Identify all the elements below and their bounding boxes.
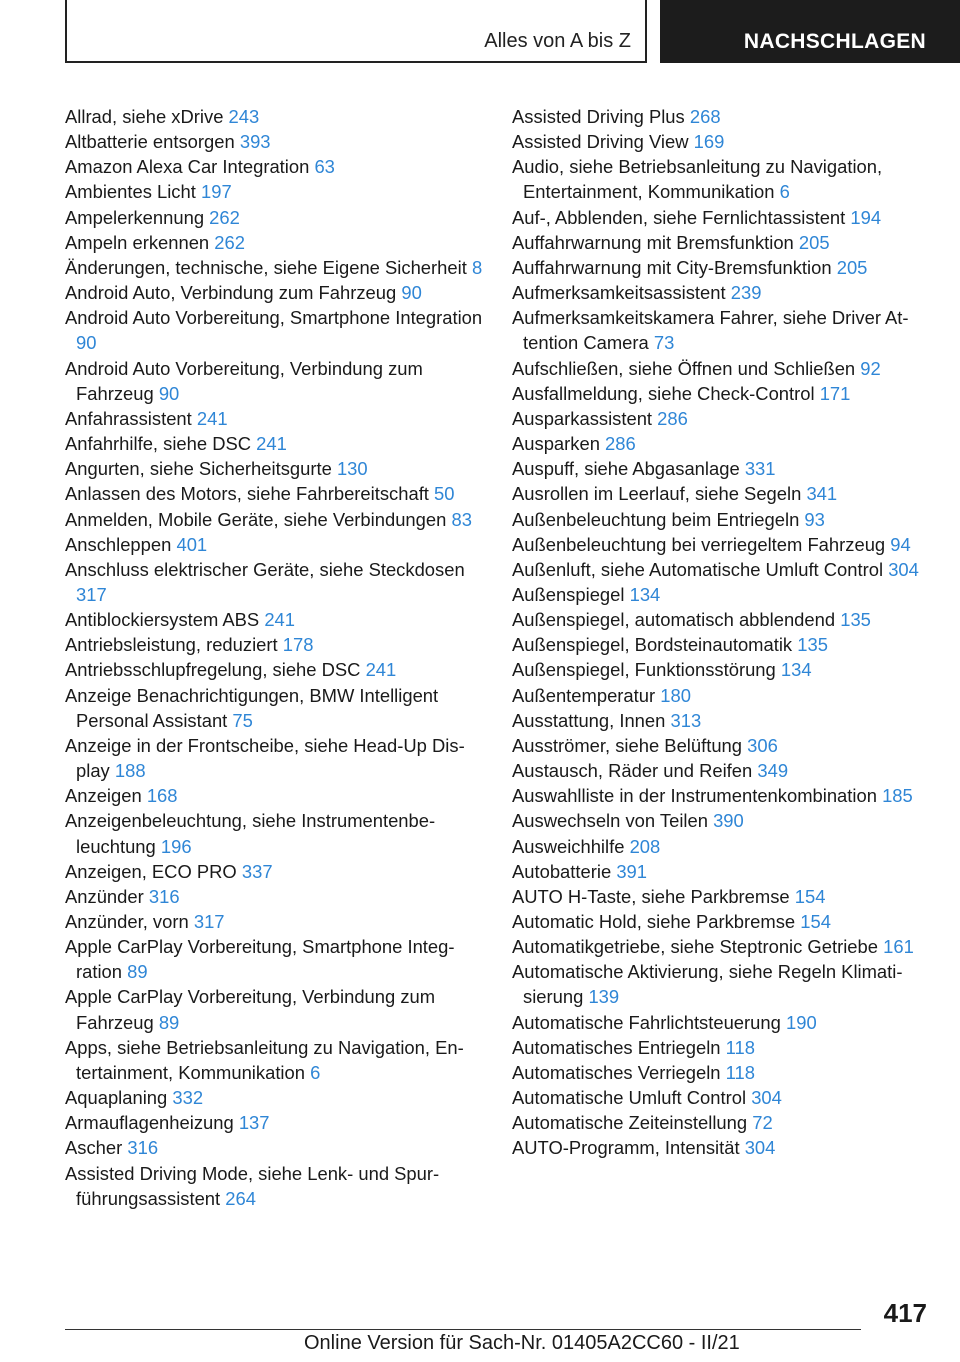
page-reference-link[interactable]: 313 <box>670 709 702 731</box>
page-reference-link[interactable]: 262 <box>214 231 245 253</box>
index-term: Anmelden, Mobile Geräte, siehe Verbindungen <box>65 508 447 530</box>
index-term: Apps, siehe Betriebsanleitung zu Navigation, Entertainment, Kommunikation <box>65 1036 464 1083</box>
index-term: Assisted Driving Plus <box>512 106 685 127</box>
header-chapter-box <box>660 0 960 63</box>
index-term: Apple CarPlay Vorbereitung, Smartphone Integration <box>65 936 455 983</box>
page-reference-link[interactable]: 190 <box>785 1011 817 1033</box>
page-reference-link[interactable]: 8 <box>471 256 483 278</box>
index-term: Assisted Driving Mode, siehe Lenk- und Spurführungsassistent <box>65 1162 440 1209</box>
index-entry <box>512 834 932 859</box>
index-term: AUTO-Programm, Intensität <box>512 1137 740 1159</box>
index-term: Außenspiegel, Funktionsstörung <box>512 659 776 681</box>
index-term: Außenbeleuchtung beim Entriegeln <box>512 508 800 530</box>
index-term: Angurten, siehe Sicherheitsgurte <box>65 458 332 480</box>
index-term: Ausweichhilfe <box>512 835 625 857</box>
index-term: Auf-, Abblenden, siehe Fernlichtassistent <box>512 206 846 228</box>
page-reference-link[interactable]: 185 <box>882 785 913 807</box>
page-reference-link[interactable]: 75 <box>232 709 253 731</box>
header-section-box <box>65 0 647 63</box>
page-reference-link[interactable]: 196 <box>160 835 192 857</box>
page-reference-link[interactable]: 63 <box>314 156 335 178</box>
index-entry <box>65 154 485 179</box>
index-entry <box>512 708 932 733</box>
index-term: Anfahrhilfe, siehe DSC <box>65 433 252 455</box>
page-reference-link[interactable]: 304 <box>888 558 919 580</box>
index-entry <box>512 683 932 708</box>
page-reference-link[interactable]: 89 <box>158 1011 180 1033</box>
index-entry <box>65 1085 485 1110</box>
index-term: Anzünder <box>65 885 144 907</box>
index-term: AUTO H-Taste, siehe Parkbremse <box>512 885 790 907</box>
index-term: Android Auto Vorbereitung, Verbindung zum Fahrzeug <box>65 357 423 404</box>
index-term: Assisted Driving View <box>512 131 689 153</box>
index-term: Ausparken <box>512 433 600 455</box>
index-entry <box>65 632 485 657</box>
page-reference-link[interactable]: 154 <box>794 885 826 907</box>
index-entry <box>512 154 932 204</box>
index-entry <box>512 783 932 808</box>
page-reference-link[interactable]: 171 <box>819 382 851 404</box>
index-entry <box>65 305 485 355</box>
page-reference-link[interactable]: 243 <box>228 106 260 127</box>
page-reference-link[interactable]: 50 <box>434 483 455 505</box>
page-reference-link[interactable]: 135 <box>840 609 871 631</box>
index-term: Anlassen des Motors, siehe Fahrbereitschaft <box>65 483 429 505</box>
index-entry <box>65 356 485 406</box>
page-reference-link[interactable]: 73 <box>653 332 675 354</box>
index-term: Aufmerksamkeitskamera Fahrer, siehe Driver Attention Camera <box>512 307 909 354</box>
page-reference-link[interactable]: 262 <box>209 206 240 228</box>
index-term: Altbatterie entsorgen <box>65 131 235 153</box>
page-reference-link[interactable]: 90 <box>76 332 97 354</box>
index-entry <box>512 431 932 456</box>
index-entry <box>65 657 485 682</box>
page-reference-link[interactable]: 89 <box>127 961 148 983</box>
index-term: Anzeige Benachrichtigungen, BMW Intelligent Personal Assistant <box>65 684 439 731</box>
index-term: Autobatterie <box>512 860 612 882</box>
index-entry <box>65 859 485 884</box>
index-term: Automatische Umluft Control <box>512 1087 747 1109</box>
index-entry <box>65 1035 485 1085</box>
page-reference-link[interactable]: 208 <box>629 835 661 857</box>
page-reference-link[interactable]: 94 <box>890 533 911 555</box>
index-entry <box>65 179 485 204</box>
page-reference-link[interactable]: 205 <box>836 256 868 278</box>
index-entry <box>65 1135 485 1160</box>
index-term: Amazon Alexa Car Integration <box>65 156 310 178</box>
page-reference-link[interactable]: 390 <box>713 810 744 832</box>
index-entry <box>512 356 932 381</box>
index-entry <box>65 205 485 230</box>
index-entry <box>512 507 932 532</box>
index-entry <box>512 205 932 230</box>
index-term: Antriebsschlupfregelung, siehe DSC <box>65 659 361 681</box>
index-term: Auffahrwarnung mit City-Bremsfunktion <box>512 256 832 278</box>
page-reference-link[interactable]: 316 <box>148 885 180 907</box>
index-term: Apple CarPlay Vorbereitung, Verbindung zum Fahrzeug <box>65 986 436 1033</box>
page-reference-link[interactable]: 317 <box>193 911 225 932</box>
index-term: Ausstattung, Innen <box>512 709 666 731</box>
index-entry <box>65 532 485 557</box>
index-entry <box>512 657 932 682</box>
index-term: Auswahlliste in der Instrumentenkombination <box>512 785 877 807</box>
index-term: Automatische Zeiteinstellung <box>512 1112 748 1134</box>
index-entry <box>65 280 485 305</box>
index-entry <box>512 381 932 406</box>
index-entry <box>512 1110 932 1135</box>
index-entry <box>512 808 932 833</box>
index-entry <box>65 683 485 733</box>
index-term: Allrad, siehe xDrive <box>65 106 224 127</box>
page-reference-link[interactable]: 304 <box>751 1087 782 1109</box>
index-entry <box>65 984 485 1034</box>
index-term: Aufschließen, siehe Öffnen und Schließen <box>512 357 856 379</box>
index-entry <box>512 129 932 154</box>
page-reference-link[interactable]: 197 <box>200 181 232 203</box>
index-term: Antiblockiersystem ABS <box>65 609 260 631</box>
index-entry <box>512 1010 932 1035</box>
index-term: Anzeigen, ECO PRO <box>65 860 237 882</box>
index-entry <box>65 507 485 532</box>
index-entry <box>65 884 485 909</box>
index-term: Automatische Aktivierung, siehe Regeln Klimatisierung <box>512 961 903 1008</box>
page-reference-link[interactable]: 134 <box>780 659 812 681</box>
page-reference-link[interactable]: 92 <box>860 357 881 379</box>
index-entry <box>512 230 932 255</box>
page-reference-link[interactable]: 264 <box>225 1187 256 1209</box>
index-entry <box>512 884 932 909</box>
page-number: 417 <box>883 1298 927 1328</box>
index-term: Außentemperatur <box>512 684 656 706</box>
index-term: Audio, siehe Betriebsanleitung zu Navigation, Entertainment, Kommunikation <box>512 156 883 203</box>
page-reference-link[interactable]: 72 <box>752 1112 773 1134</box>
index-entry <box>512 934 932 959</box>
index-term: Außenbeleuchtung bei verriegeltem Fahrzeug <box>512 533 886 555</box>
index-entry <box>512 406 932 431</box>
index-entry <box>65 783 485 808</box>
page-reference-link[interactable]: 317 <box>76 583 107 605</box>
page-reference-link[interactable]: 169 <box>693 131 725 153</box>
index-term: Ascher <box>65 1137 123 1159</box>
page-reference-link[interactable]: 349 <box>757 760 789 782</box>
page-reference-link[interactable]: 134 <box>629 583 661 605</box>
index-entry <box>65 481 485 506</box>
index-term: Ausfallmeldung, siehe Check-Control <box>512 382 815 404</box>
index-entry <box>512 1060 932 1085</box>
page-reference-link[interactable]: 6 <box>779 181 790 203</box>
page-reference-link[interactable]: 316 <box>127 1137 159 1159</box>
index-entry <box>512 280 932 305</box>
page-reference-link[interactable]: 180 <box>660 684 691 706</box>
page-reference-link[interactable]: 341 <box>806 483 838 505</box>
index-entry <box>512 255 932 280</box>
page-reference-link[interactable]: 241 <box>196 407 228 429</box>
index-term: Außenspiegel, automatisch abblendend <box>512 609 836 631</box>
page-reference-link[interactable]: 205 <box>798 231 830 253</box>
page-reference-link[interactable]: 168 <box>146 785 178 807</box>
footer-divider <box>65 1329 861 1330</box>
index-term: Ausparkassistent <box>512 407 653 429</box>
index-entry <box>65 406 485 431</box>
index-term: Auswechseln von Teilen <box>512 810 708 832</box>
index-column-left <box>65 104 485 1211</box>
index-term: Änderungen, technische, siehe Eigene Sicherheit <box>65 256 467 278</box>
page-reference-link[interactable]: 306 <box>747 734 778 756</box>
index-entry <box>512 959 932 1009</box>
index-term: Automatisches Verriegeln <box>512 1061 721 1083</box>
index-entry <box>512 557 932 582</box>
index-entry <box>65 934 485 984</box>
index-term: Automatische Fahrlichtsteuerung <box>512 1011 781 1033</box>
index-term: Anzeige in der Frontscheibe, siehe Head-Up Display <box>65 734 465 782</box>
index-term: Aufmerksamkeitsassistent <box>512 282 726 304</box>
index-entry <box>512 305 932 355</box>
index-term: Anzeigen <box>65 785 142 807</box>
index-entry <box>65 733 485 783</box>
index-term: Ampelerkennung <box>65 206 205 228</box>
page-reference-link[interactable]: 286 <box>657 407 688 429</box>
section-title: Alles von A bis Z <box>484 30 631 52</box>
page-reference-link[interactable]: 118 <box>725 1061 755 1083</box>
index-term: Außenspiegel, Bordsteinautomatik <box>512 634 793 656</box>
page-reference-link[interactable]: 337 <box>241 860 273 882</box>
index-entry <box>65 431 485 456</box>
page-reference-link[interactable]: 154 <box>800 911 831 932</box>
index-entry <box>65 909 485 934</box>
index-term: Automatic Hold, siehe Parkbremse <box>512 911 796 932</box>
index-entry <box>512 104 932 129</box>
index-term: Android Auto Vorbereitung, Smartphone Integration <box>65 307 483 329</box>
index-term: Außenspiegel <box>512 583 625 605</box>
index-entry <box>512 859 932 884</box>
page-reference-link[interactable]: 130 <box>336 458 368 480</box>
index-entry <box>65 1110 485 1135</box>
index-term: Ausströmer, siehe Belüftung <box>512 734 743 756</box>
index-entry <box>65 104 485 129</box>
page-reference-link[interactable]: 241 <box>256 433 287 455</box>
index-entry <box>65 808 485 858</box>
page-reference-link[interactable]: 401 <box>176 533 208 555</box>
index-entry <box>512 632 932 657</box>
page-reference-link[interactable]: 118 <box>725 1036 755 1058</box>
index-term: Ampeln erkennen <box>65 231 210 253</box>
index-entry <box>512 1085 932 1110</box>
page-reference-link[interactable]: 90 <box>158 382 180 404</box>
index-entry <box>65 129 485 154</box>
chapter-title: NACHSCHLAGEN <box>743 30 926 53</box>
index-term: Aquaplaning <box>65 1087 168 1109</box>
page-reference-link[interactable]: 188 <box>114 760 146 782</box>
index-entry <box>65 230 485 255</box>
index-entry <box>512 758 932 783</box>
index-entry <box>512 909 932 934</box>
page-reference-link[interactable]: 139 <box>588 986 620 1008</box>
index-column-right <box>512 104 932 1161</box>
index-entry <box>512 456 932 481</box>
index-entry <box>512 532 932 557</box>
page-reference-link[interactable]: 93 <box>804 508 825 530</box>
index-entry <box>65 1161 485 1211</box>
page-reference-link[interactable]: 239 <box>730 282 762 304</box>
page-reference-link[interactable]: 241 <box>365 659 397 681</box>
index-entry <box>512 1035 932 1060</box>
index-term: Anschluss elektrischer Geräte, siehe Steckdosen <box>65 558 465 580</box>
page-reference-link[interactable]: 393 <box>239 131 271 153</box>
page-reference-link[interactable]: 268 <box>689 106 721 127</box>
index-entry <box>512 1135 932 1160</box>
page-reference-link[interactable]: 194 <box>850 206 882 228</box>
index-term: Anzünder, vorn <box>65 911 189 932</box>
index-term: Anschleppen <box>65 533 172 555</box>
footer-version-text: Online Version für Sach-Nr. 01405A2CC60 - II/21 <box>304 1332 740 1354</box>
index-entry <box>512 582 932 607</box>
index-term: Automatisches Entriegeln <box>512 1036 721 1058</box>
page-reference-link[interactable]: 304 <box>744 1137 776 1159</box>
index-entry <box>65 607 485 632</box>
index-term: Ausrollen im Leerlauf, siehe Segeln <box>512 483 802 505</box>
index-term: Auspuff, siehe Abgasanlage <box>512 458 740 480</box>
index-entry <box>65 456 485 481</box>
page-reference-link[interactable]: 83 <box>451 508 472 530</box>
index-term: Auffahrwarnung mit Bremsfunktion <box>512 231 794 253</box>
index-term: Anfahrassistent <box>65 407 192 429</box>
page-reference-link[interactable]: 332 <box>172 1087 204 1109</box>
index-term: Austausch, Räder und Reifen <box>512 760 753 782</box>
page-reference-link[interactable]: 161 <box>883 936 914 958</box>
index-term: Automatikgetriebe, siehe Steptronic Getriebe <box>512 936 878 958</box>
index-entry <box>65 557 485 607</box>
index-entry <box>65 255 485 280</box>
page-reference-link[interactable]: 90 <box>401 282 422 304</box>
index-term: Ambientes Licht <box>65 181 196 203</box>
page-reference-link[interactable]: 137 <box>238 1112 270 1134</box>
index-term: Armauflagenheizung <box>65 1112 234 1134</box>
page-reference-link[interactable]: 286 <box>605 433 636 455</box>
index-term: Außenluft, siehe Automatische Umluft Control <box>512 558 884 580</box>
page-reference-link[interactable]: 241 <box>264 609 296 631</box>
page-reference-link[interactable]: 135 <box>797 634 828 656</box>
index-entry <box>512 607 932 632</box>
page-reference-link[interactable]: 178 <box>282 634 314 656</box>
page-reference-link[interactable]: 331 <box>744 458 776 480</box>
index-term: Antriebsleistung, reduziert <box>65 634 278 656</box>
page-reference-link[interactable]: 391 <box>616 860 647 882</box>
index-term: Anzeigenbeleuchtung, siehe Instrumentenbeleuchtung <box>65 810 436 857</box>
index-entry <box>512 733 932 758</box>
index-term: Android Auto, Verbindung zum Fahrzeug <box>65 282 397 304</box>
index-entry <box>512 481 932 506</box>
page-reference-link[interactable]: 6 <box>310 1061 321 1083</box>
